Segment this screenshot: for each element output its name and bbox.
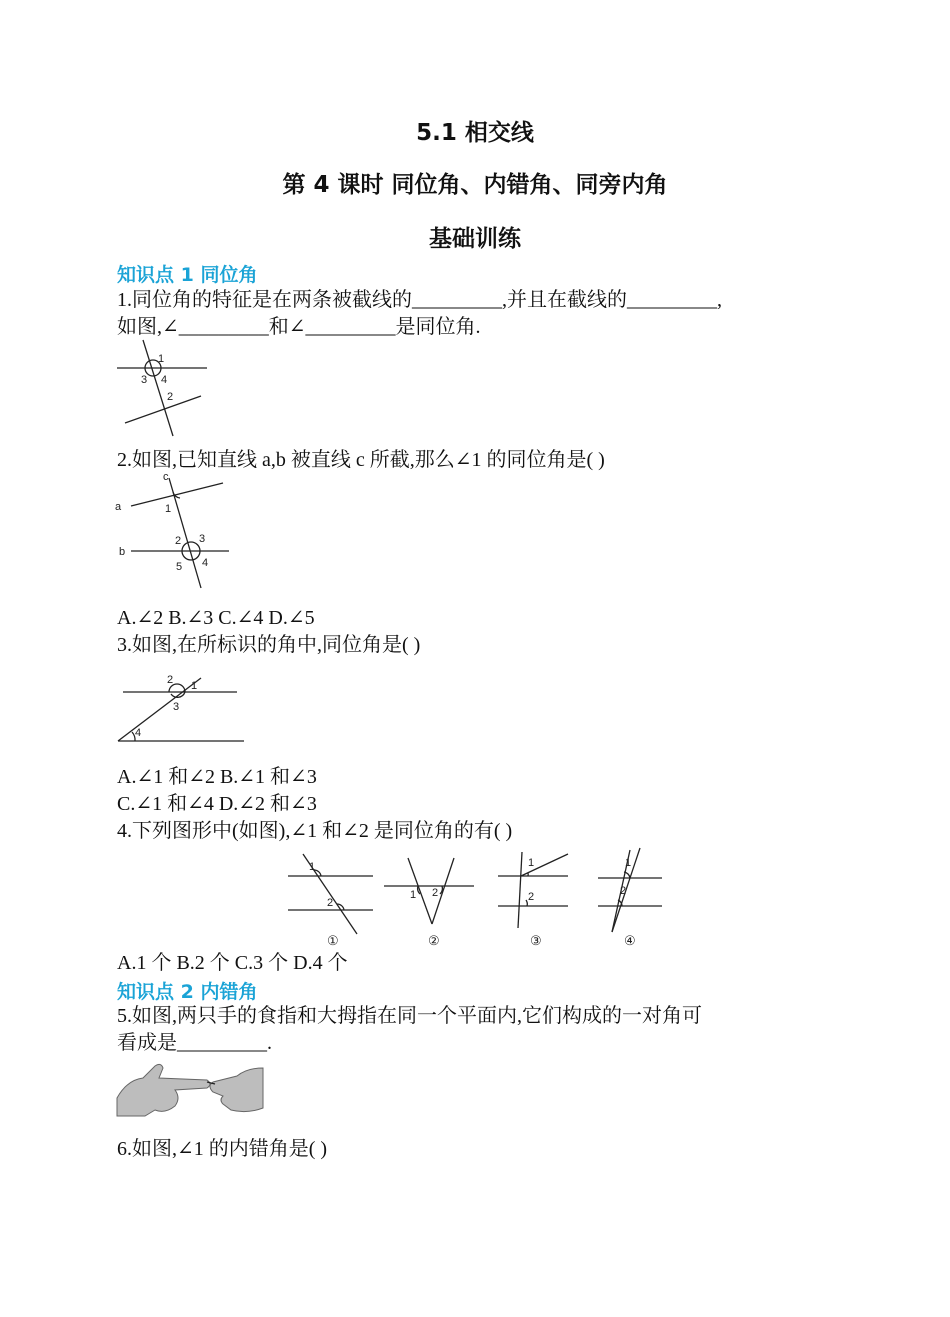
q2-label-3: 3 xyxy=(199,533,206,545)
q4-text: 4.下列图形中(如图),∠1 和∠2 是同位角的有( ) xyxy=(117,820,513,842)
q2-label-a: a xyxy=(115,501,122,513)
q4-figure-3 xyxy=(494,848,579,948)
q1-line2: 如图,∠_________和∠_________是同位角. xyxy=(117,316,481,338)
q4-fig4-label-2: 2 xyxy=(620,885,627,897)
q4-fig2-label-2: 2 xyxy=(432,887,439,899)
q4-fig1-caption: ① xyxy=(327,933,339,948)
q2-text: 2.如图,已知直线 a,b 被直线 c 所截,那么∠1 的同位角是( ) xyxy=(117,449,605,471)
q1-label-3: 3 xyxy=(141,374,148,386)
q4-fig1-label-2: 2 xyxy=(327,897,334,909)
q2-label-4: 4 xyxy=(202,557,209,569)
q4-figure-2 xyxy=(382,848,477,948)
q3-label-3: 3 xyxy=(173,701,180,713)
q4-figure-4 xyxy=(594,848,679,948)
q3-label-4: 4 xyxy=(135,727,142,739)
q3-text: 3.如图,在所标识的角中,同位角是( ) xyxy=(117,634,421,656)
q5-line1: 5.如图,两只手的食指和大拇指在同一个平面内,它们构成的一对角可 xyxy=(117,1005,702,1027)
q2-label-5: 5 xyxy=(176,561,183,573)
q1-figure xyxy=(113,338,213,438)
q1-label-2: 2 xyxy=(167,391,174,403)
q4-figure-1 xyxy=(285,848,380,948)
q4-fig3-label-2: 2 xyxy=(528,891,535,903)
q4-options: A.1 个 B.2 个 C.3 个 D.4 个 xyxy=(117,952,348,974)
q5-hands-figure xyxy=(115,1058,265,1118)
q1-line1: 1.同位角的特征是在两条被截线的_________,并且在截线的_________, xyxy=(117,289,722,311)
q4-fig1-label-1: 1 xyxy=(309,861,316,873)
q2-figure xyxy=(113,470,243,590)
q3-label-1: 1 xyxy=(191,680,198,692)
left-hand-icon xyxy=(117,1064,210,1116)
q3-options-row2: C.∠1 和∠4 D.∠2 和∠3 xyxy=(117,793,317,815)
q2-label-b: b xyxy=(119,546,126,558)
q2-label-2: 2 xyxy=(175,535,182,547)
q5-line2: 看成是_________. xyxy=(117,1032,272,1054)
q4-fig4-caption: ④ xyxy=(624,933,636,948)
q2-label-1: 1 xyxy=(165,503,172,515)
knowledge-point-2: 知识点 2 内错角 xyxy=(117,981,258,1003)
q4-fig2-caption: ② xyxy=(428,933,440,948)
lesson-title: 5.1 相交线 xyxy=(416,120,534,146)
q4-fig2-label-1: 1 xyxy=(410,889,417,901)
q1-label-1: 1 xyxy=(158,353,165,365)
q1-label-4: 4 xyxy=(161,374,168,386)
right-hand-icon xyxy=(210,1068,263,1112)
lesson-subtitle: 第 4 课时 同位角、内错角、同旁内角 xyxy=(282,172,668,198)
q3-figure xyxy=(113,668,248,748)
q2-options: A.∠2 B.∠3 C.∠4 D.∠5 xyxy=(117,607,315,629)
section-title: 基础训练 xyxy=(429,226,521,252)
q4-fig3-label-1: 1 xyxy=(528,857,535,869)
q4-fig3-caption: ③ xyxy=(530,933,542,948)
knowledge-point-1: 知识点 1 同位角 xyxy=(117,264,258,286)
q6-text: 6.如图,∠1 的内错角是( ) xyxy=(117,1138,328,1160)
q3-label-2: 2 xyxy=(167,674,174,686)
q3-options-row1: A.∠1 和∠2 B.∠1 和∠3 xyxy=(117,766,317,788)
q4-fig4-label-1: 1 xyxy=(625,857,632,869)
q2-label-c: c xyxy=(163,471,169,483)
